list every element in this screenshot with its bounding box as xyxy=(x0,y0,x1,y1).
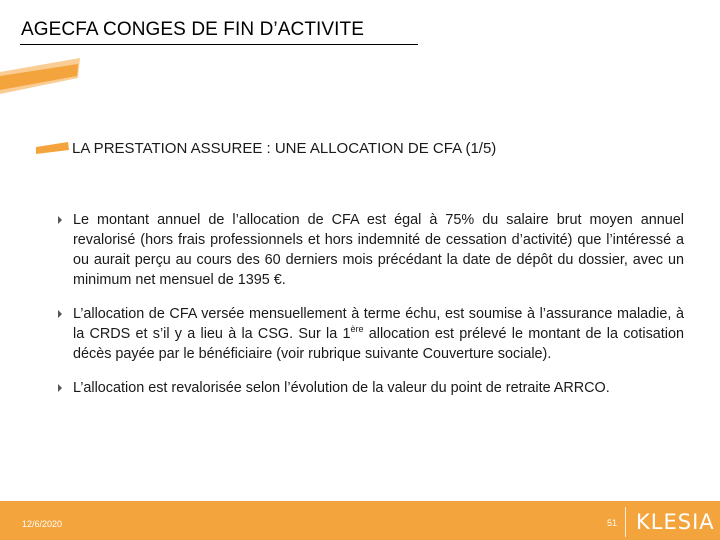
bullet-text: L’allocation est revalorisée selon l’évolution de la valeur du point de retraite ARRCO. xyxy=(73,380,610,396)
bullet-text-continued: allocation est prélevé le montant de la cotisation décès payée par le bénéficiaire (voir rubrique suivante Couverture sociale). xyxy=(73,326,685,362)
klesia-logo: KLESIA xyxy=(636,510,715,534)
slide-title: AGECFA CONGES DE FIN D’ACTIVITE xyxy=(21,19,365,40)
footer-bar xyxy=(0,501,720,540)
bullet-item xyxy=(58,378,684,398)
bullet-item xyxy=(58,210,684,290)
page-number: 51 xyxy=(607,518,618,528)
title-underline xyxy=(20,44,418,45)
section-heading: LA PRESTATION ASSUREE : UNE ALLOCATION DE CFA (1/5) xyxy=(72,140,497,157)
bullet-text: Le montant annuel de l’allocation de CFA est égal à 75% du salaire brut moyen annuel revalorisé (hors frais professionnels et hors indemnité de cessation d’activité) que l’intéressé a ou aurait perçu au cours des 60 derniers mois précédant la date de dépôt du dossier, avec un minimum net mensuel de 1395 €. xyxy=(73,212,684,288)
bullet-superscript: ère xyxy=(350,324,364,335)
bullet-item xyxy=(58,304,684,364)
bullet-list xyxy=(58,210,684,412)
bullet-text: L’allocation de CFA versée mensuellement à terme échu, est soumise à l’assurance maladie, à la CRDS et s’il y a lieu à la CSG. Sur la 1 xyxy=(73,306,684,342)
section-marker-swoosh xyxy=(36,142,70,154)
bullet-arrow-icon xyxy=(58,216,62,224)
orange-swoosh-decoration xyxy=(0,56,84,94)
bullet-arrow-icon xyxy=(58,384,62,392)
bullet-arrow-icon xyxy=(58,310,62,318)
footer-date: 12/6/2020 xyxy=(22,519,63,529)
footer-divider xyxy=(625,507,626,537)
